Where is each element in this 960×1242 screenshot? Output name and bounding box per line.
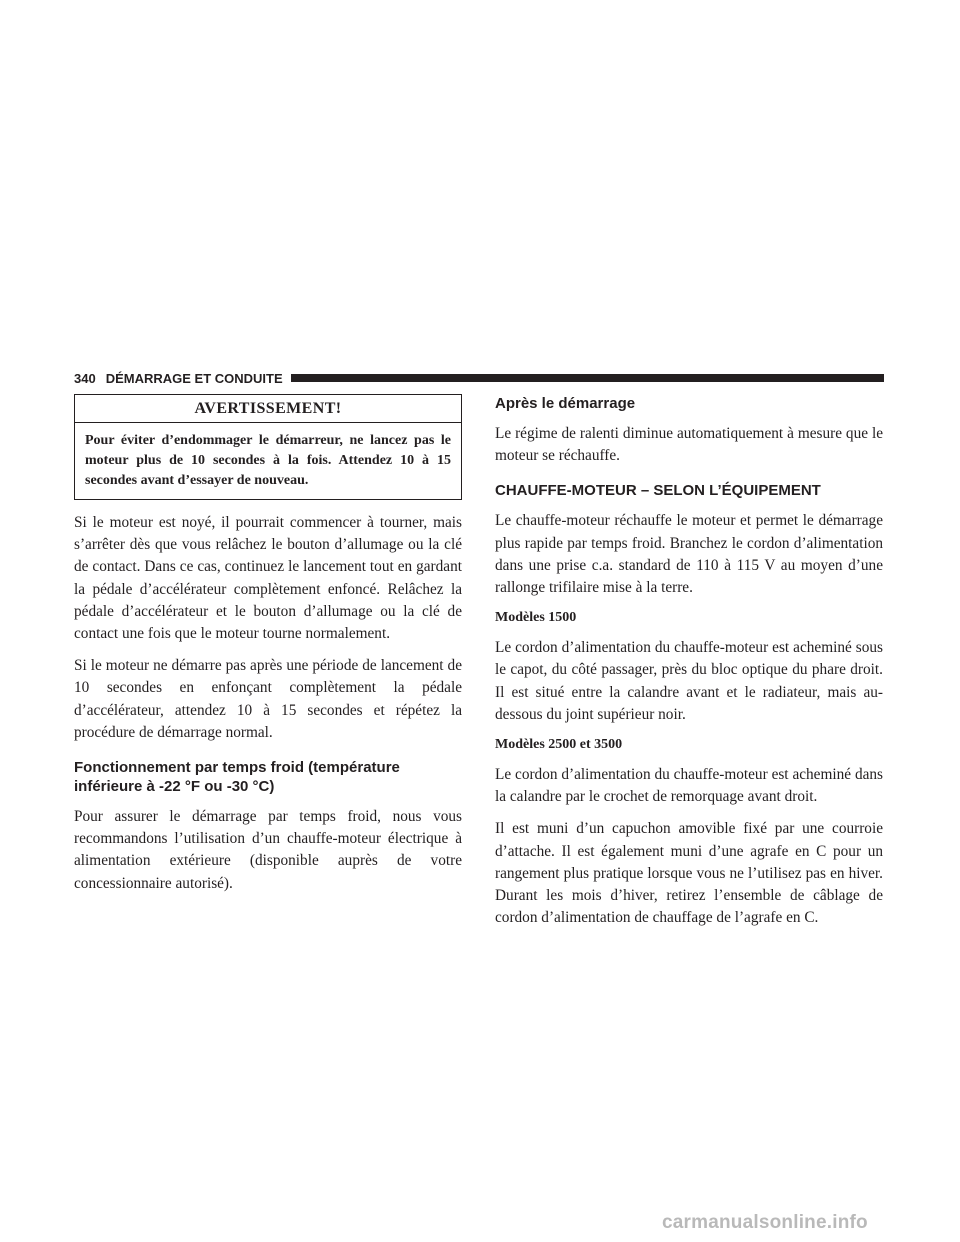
section-title: DÉMARRAGE ET CONDUITE — [105, 370, 283, 386]
heading-models-1500: Modèles 1500 — [495, 610, 577, 626]
page-header — [74, 368, 884, 388]
watermark: carmanualsonline.info — [662, 1212, 868, 1233]
paragraph-models-2500-route: Le cordon d’alimentation du chauffe-moteur est acheminé dans la calandre par le crochet de remorquage avant droit. — [495, 766, 883, 806]
heading-models-2500-3500: Modèles 2500 et 3500 — [495, 737, 623, 753]
paragraph-cold-weather: Pour assurer le démarrage par temps froid, nous vous recommandons l’utilisation d’un chauffe-moteur électrique à alimentation extérieure (disponible auprès de votre concessionnaire autorisé). — [74, 808, 462, 892]
paragraph-engine-heater: Le chauffe-moteur réchauffe le moteur et permet le démarrage plus rapide par temps froid. Branchez le cordon d’alimentation dans une prise c.a. standard de 110 à 115 V au moyen d’une rallonge trifilaire mise à la terre. — [495, 512, 883, 597]
paragraph-no-start: Si le moteur ne démarre pas après une période de lancement de 10 secondes en enfonçant complètement la pédale d’accélérateur, attendez 10 à 15 secondes et répétez la procédure de démarrage normal. — [74, 657, 462, 741]
header-rule — [291, 374, 884, 382]
heading-engine-heater: CHAUFFE-MOTEUR – SELON L’ÉQUIPEMENT — [495, 482, 821, 500]
heading-cold-weather: Fonctionnement par temps froid (température inférieure à -22 °F ou -30 °C) — [74, 759, 400, 796]
right-column — [495, 394, 883, 939]
paragraph-models-1500: Le cordon d’alimentation du chauffe-moteur est acheminé sous le capot, du côté passager, près du bloc optique du phare droit. Il est situé entre la calandre avant et le radiateur, mais au-dessous du joint supérieur noir. — [495, 639, 883, 723]
warning-title: AVERTISSEMENT! — [75, 395, 461, 423]
warning-box — [74, 394, 462, 500]
page-number: 340 — [74, 370, 96, 386]
paragraph-after-start: Le régime de ralenti diminue automatiquement à mesure que le moteur se réchauffe. — [495, 425, 883, 465]
left-column — [74, 394, 462, 905]
paragraph-models-2500-cap: Il est muni d’un capuchon amovible fixé par une courroie d’attache. Il est également muni d’une agrafe en C pour un rangement plus pratique lorsque vous ne l’utilisez pas en hiver. Durant les mois d’hiver, retirez l’ensemble de câblage de cordon d’alimentation de chauffage de l’agrafe en C. — [495, 820, 883, 927]
warning-text: Pour éviter d’endommager le démarreur, ne lancez pas le moteur plus de 10 secondes à la fois. Attendez 10 à 15 secondes avant d’essayer de nouveau. — [85, 433, 451, 488]
paragraph-flooded-engine: Si le moteur est noyé, il pourrait commencer à tourner, mais s’arrêter dès que vous relâchez le bouton d’allumage ou la clé de contact. Dans ce cas, continuez le lancement tout en gardant la pédale d’accélérateur complètement enfoncé. Relâchez la pédale d’accélérateur et le bouton d’allumage ou la clé de contact une fois que le moteur tourne normalement. — [74, 514, 462, 643]
heading-after-start: Après le démarrage — [495, 395, 636, 412]
